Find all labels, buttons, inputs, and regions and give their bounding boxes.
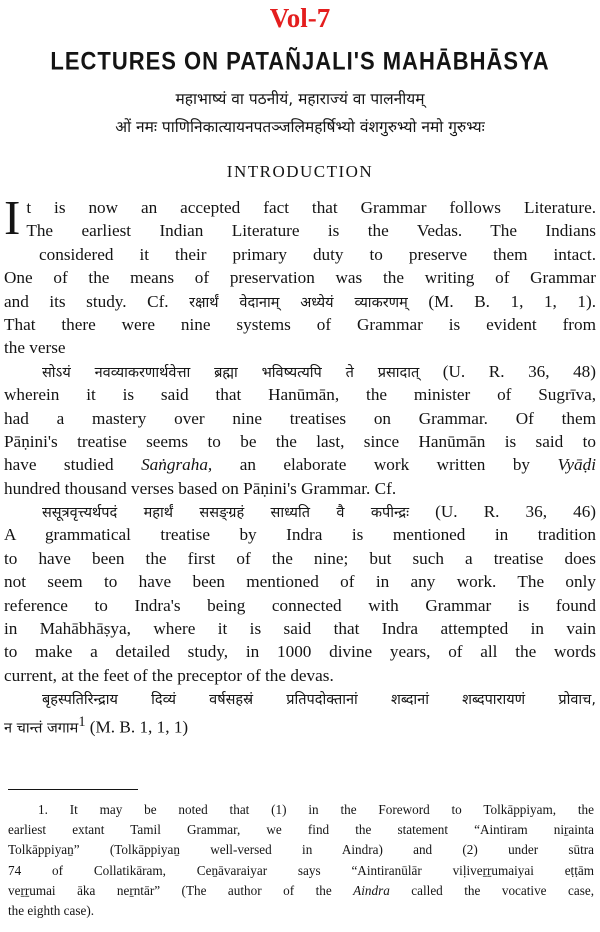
footnote-rule xyxy=(8,789,138,790)
sanskrit-verse-line xyxy=(4,360,596,383)
text-segment: called the vocative case, xyxy=(411,882,594,898)
body-line: wherein it is said that Hanūmān, the minister of Sugrīva, xyxy=(4,385,596,405)
footnote-marker: 1 xyxy=(78,713,86,730)
body-line: to make a detailed study, in 1000 divine years, of all the words xyxy=(4,642,596,662)
citation: (U. R. 36, 48) xyxy=(442,361,597,381)
book-title: LECTURES ON PATAÑJALI'S MAHĀBHĀSYA xyxy=(50,46,550,76)
body-line: considered it their primary duty to preserve them intact. xyxy=(39,244,596,264)
body-text xyxy=(4,190,597,737)
sanskrit-invocation-2: ओं नमः पाणिनिकात्यायनपतञ्जलिमहर्षिभ्यो वंशगुरुभ्यो नमो गुरुभ्यः xyxy=(115,118,485,136)
body-line-with-sanskrit xyxy=(4,290,596,313)
sanskrit-verse-line xyxy=(4,711,596,737)
footnote-line: Tolkāppiyaṉ” (Tolkāppiyaṉ well-versed in Aindra) and (2) under sūtra xyxy=(8,842,594,858)
text-segment: have studied xyxy=(4,455,114,475)
body-line: reference to Indra's being connected with Grammar is found xyxy=(4,595,596,615)
body-line: One of the means of preservation was the writing of Grammar xyxy=(4,268,596,288)
sanskrit-quote: ससूत्रवृत्त्यर्थपदं महार्थं ससङ्ग्रहं साध्यति वै कपीन्द्रः xyxy=(42,505,410,522)
drop-cap: I xyxy=(4,190,21,245)
footnote-line: the eighth case). xyxy=(8,902,95,918)
work-title: Aindra xyxy=(353,882,390,898)
body-line: not seem to have been mentioned of in any work. The only xyxy=(4,572,596,592)
sanskrit-verse-line xyxy=(4,687,596,710)
section-heading: INTRODUCTION xyxy=(226,162,374,181)
author-name: Vyāḍi xyxy=(557,455,597,475)
work-title: Saṅgraha, xyxy=(141,455,213,475)
sanskrit-verse-line xyxy=(4,500,596,523)
footnote-line-with-italics xyxy=(8,881,594,901)
body-line: A grammatical treatise by Indra is mentioned in tradition xyxy=(4,525,596,545)
body-line: hundred thousand verses based on Pāṇini's Grammar. Cf. xyxy=(4,478,397,498)
body-line: had a mastery over nine treatises on Grammar. Of them xyxy=(4,408,596,428)
footnote-line: 74 of Collatikāram, Ceṉāvaraiyar says “Aintiranūlār viḷiveṟṟumaiyai eṭṭām xyxy=(8,862,594,878)
citation: (M. B. 1, 1, 1). xyxy=(428,291,597,311)
citation: (M. B. 1, 1, 1) xyxy=(89,717,189,737)
footnote-line: 1. It may be noted that (1) in the Foreword to Tolkāppiyam, the xyxy=(38,802,594,817)
sanskrit-quote: सोऽयं नवव्याकरणार्थवेत्ता ब्रह्मा भविष्यत्यपि ते प्रसादात् xyxy=(42,364,420,381)
body-line: current, at the feet of the preceptor of the devas. xyxy=(4,665,334,685)
body-line: The earliest Indian Literature is the Vedas. The Indians xyxy=(26,221,596,241)
text-segment: an elaborate work written by xyxy=(239,455,531,475)
volume-label: Vol-7 xyxy=(269,3,331,33)
sanskrit-invocation-1: महाभाष्यं वा पठनीयं, महाराज्यं वा पालनीयम् xyxy=(175,90,425,108)
body-line-with-italics xyxy=(4,453,596,476)
footnote-line: earliest extant Tamil Grammar, we find the statement “Aintiram niṟainta xyxy=(8,822,594,838)
sanskrit-quote: न चान्तं जगाम xyxy=(4,720,79,737)
citation: (U. R. 36, 46) xyxy=(435,502,597,522)
footnote xyxy=(8,800,594,921)
body-line: in Mahābhāṣya, where it is said that Indra attempted in vain xyxy=(4,619,596,639)
text-segment: and its study. Cf. xyxy=(4,291,169,311)
body-line: Pāṇini's treatise seems to be the last, since Hanūmān is said to xyxy=(4,431,596,451)
text-segment: veṟṟumai āka neṟntār” (The author of the xyxy=(8,882,332,898)
body-line: to have been the first of the nine; but such a treatise does xyxy=(4,548,596,568)
body-line: t is now an accepted fact that Grammar follows Literature. xyxy=(26,198,596,217)
body-line: the verse xyxy=(4,338,66,358)
sanskrit-quote: बृहस्पतिरिन्द्राय दिव्यं वर्षसहस्रं प्रतिपदोक्तानां शब्दानां शब्दपारायणं प्रोवाच, xyxy=(42,692,596,709)
sanskrit-quote: रक्षार्थं वेदानाम् अध्येयं व्याकरणम् xyxy=(189,294,408,311)
body-line: That there were nine systems of Grammar is evident from xyxy=(4,314,596,334)
